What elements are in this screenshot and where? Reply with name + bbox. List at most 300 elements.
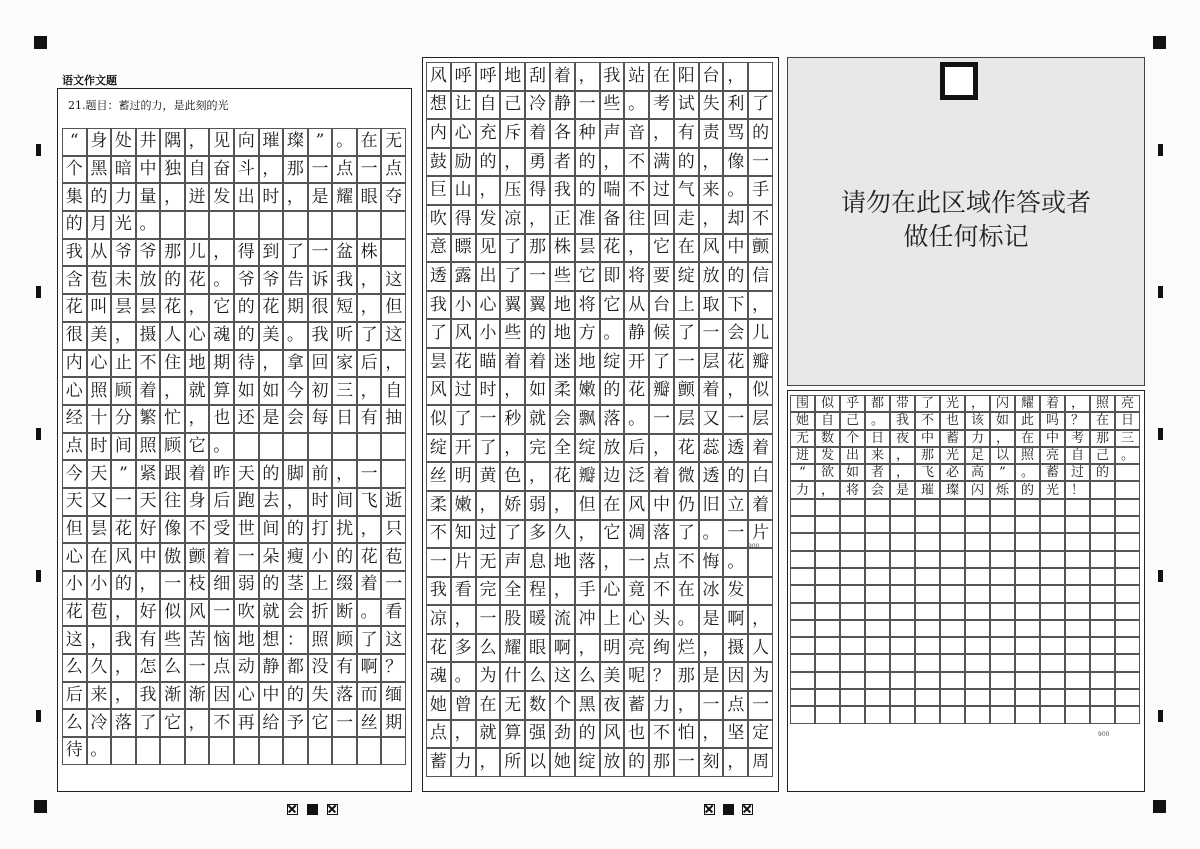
grid-cell: 眼 [357,183,382,211]
grid-cell: 儿 [185,239,210,267]
grid-cell: 似 [426,405,451,434]
grid-cell: 无 [476,548,501,577]
timing-mark [1158,428,1163,440]
grid-cell: ， [451,720,476,749]
grid-cell: 昙 [87,516,112,544]
grid-cell [990,672,1015,689]
grid-cell: 未 [111,266,136,294]
grid-cell [1090,551,1115,568]
grid-cell [915,654,940,671]
grid-cell [381,460,406,488]
grid-cell: 上 [674,291,699,320]
grid-cell: 心 [234,682,259,710]
grid-cell: ， [136,571,161,599]
grid-cell: ， [185,294,210,322]
grid-cell: 就 [525,405,550,434]
grid-cell: 世 [234,516,259,544]
grid-cell: 了 [476,434,501,463]
grid-cell: 绚 [649,634,674,663]
grid-cell [815,706,840,723]
grid-cell: ， [699,148,724,177]
grid-cell: ， [111,322,136,350]
grid-cell: 力 [111,183,136,211]
grid-cell: 它 [649,234,674,263]
grid-cell: 在 [600,491,625,520]
grid-cell: 绽 [575,434,600,463]
grid-cell: 而 [357,682,382,710]
grid-cell [748,577,773,606]
grid-cell [1090,499,1115,516]
grid-cell [1090,689,1115,706]
grid-cell: 自 [1065,447,1090,464]
grid-cell: ， [1065,395,1090,412]
grid-cell [1090,620,1115,637]
grid-cell: 照 [136,433,161,461]
grid-cell [160,211,185,239]
grid-cell: 夜 [890,430,915,447]
grid-cell: ， [209,239,234,267]
grid-cell: 些 [600,91,625,120]
grid-cell [1090,568,1115,585]
grid-cell: ， [699,720,724,749]
grid-cell: 暖 [525,605,550,634]
grid-cell: 乎 [840,395,865,412]
grid-cell [1115,706,1140,723]
grid-cell: 斥 [500,119,525,148]
grid-cell: 放 [136,266,161,294]
grid-cell: ， [160,377,185,405]
grid-cell [865,689,890,706]
grid-cell: 摄 [136,322,161,350]
grid-cell: 开 [624,348,649,377]
grid-cell: 丝 [357,709,382,737]
grid-cell: 飞 [357,488,382,516]
grid-cell: 走 [674,205,699,234]
grid-cell [865,672,890,689]
grid-cell: 。 [723,176,748,205]
grid-cell: 放 [600,434,625,463]
grid-cell: 风 [426,377,451,406]
grid-cell: 全 [550,434,575,463]
grid-cell [940,516,965,533]
grid-cell: 花 [160,294,185,322]
grid-cell [1065,672,1090,689]
essay-prompt: 21.题目：蓄过的力，是此刻的光 [68,99,229,112]
grid-cell: 足 [965,447,990,464]
grid-cell [1115,481,1140,498]
grid-cell: 有 [674,119,699,148]
grid-cell: 夜 [600,691,625,720]
grid-cell: ， [357,516,382,544]
grid-cell: 看 [381,599,406,627]
grid-cell [890,603,915,620]
grid-cell: 花 [674,434,699,463]
grid-cell: 落 [111,709,136,737]
grid-cell: 告 [283,266,308,294]
grid-cell: 来 [865,447,890,464]
grid-cell: 家 [332,350,357,378]
grid-cell: 自 [381,377,406,405]
grid-cell: 柔 [426,491,451,520]
grid-cell [815,533,840,550]
grid-cell [1040,620,1065,637]
grid-cell: 心 [185,322,210,350]
grid-cell [1065,620,1090,637]
grid-cell: 立 [723,491,748,520]
grid-cell: 弱 [234,571,259,599]
grid-cell: 备 [600,205,625,234]
grid-cell: 该 [965,412,990,429]
grid-cell: 璨 [283,128,308,156]
grid-cell [790,654,815,671]
grid-cell [790,568,815,585]
grid-cell: 透 [723,434,748,463]
grid-cell [940,585,965,602]
grid-cell [1040,499,1065,516]
grid-cell [1090,672,1115,689]
grid-cell: 个 [550,691,575,720]
grid-cell: 泛 [624,462,649,491]
grid-cell: 一 [234,543,259,571]
grid-cell: 一 [525,262,550,291]
grid-cell [915,533,940,550]
grid-cell [357,433,382,461]
grid-cell: 是 [890,481,915,498]
grid-cell: 似 [748,377,773,406]
grid-cell: 些 [500,319,525,348]
grid-cell: 不 [649,577,674,606]
grid-cell: 回 [308,350,333,378]
grid-cell: 人 [748,634,773,663]
answer-grid-right [790,395,1140,724]
grid-cell [283,737,308,765]
grid-cell [1115,637,1140,654]
grid-cell [1015,603,1040,620]
grid-cell [332,433,357,461]
grid-cell: 。 [1015,464,1040,481]
grid-cell: 的 [234,294,259,322]
grid-cell: ， [965,395,990,412]
grid-cell: 一 [426,548,451,577]
grid-cell: 渐 [160,682,185,710]
grid-cell: 茎 [283,571,308,599]
grid-cell: 苞 [87,266,112,294]
grid-cell: 魂 [209,322,234,350]
grid-cell: 者 [865,464,890,481]
grid-cell: 骂 [723,119,748,148]
grid-cell [1015,499,1040,516]
grid-cell: 独 [160,156,185,184]
grid-cell [990,654,1015,671]
grid-cell: 么 [160,654,185,682]
grid-cell: 股 [500,605,525,634]
grid-cell [965,637,990,654]
grid-cell: 发 [815,447,840,464]
grid-cell [790,533,815,550]
grid-cell: 悔 [699,548,724,577]
grid-cell: 我 [136,682,161,710]
grid-cell: 后 [357,350,382,378]
grid-cell: 鼓 [426,148,451,177]
grid-cell: 小 [451,291,476,320]
grid-cell: 来 [87,682,112,710]
grid-cell [1090,585,1115,602]
grid-cell [1065,568,1090,585]
grid-cell: 台 [649,291,674,320]
grid-cell: 它 [185,433,210,461]
grid-cell: 小 [308,543,333,571]
grid-cell [940,551,965,568]
grid-cell: 魂 [426,662,451,691]
grid-cell: 后 [62,682,87,710]
grid-cell [748,548,773,577]
grid-cell [940,689,965,706]
grid-cell: 如 [990,412,1015,429]
timing-mark [36,428,41,440]
grid-cell: ， [357,294,382,322]
grid-cell: 期 [381,709,406,737]
grid-cell: 予 [283,709,308,737]
grid-cell: 会 [550,405,575,434]
grid-cell: 绽 [575,748,600,777]
grid-cell: 一 [160,571,185,599]
grid-cell: 亮 [1115,395,1140,412]
grid-cell: 的 [1090,464,1115,481]
grid-cell [990,637,1015,654]
grid-cell: 繁 [136,405,161,433]
grid-cell [209,737,234,765]
grid-cell: 即 [600,262,625,291]
grid-cell [990,706,1015,723]
grid-cell [790,516,815,533]
grid-cell: ， [575,634,600,663]
grid-cell: 从 [87,239,112,267]
grid-cell: 静 [259,654,284,682]
grid-cell: 傲 [160,543,185,571]
grid-cell: ， [550,577,575,606]
grid-cell: 。 [699,520,724,549]
grid-cell: 期 [209,350,234,378]
grid-cell [1115,551,1140,568]
grid-cell: 不 [185,516,210,544]
grid-cell [865,516,890,533]
grid-cell: 是 [308,183,333,211]
grid-cell: 但 [381,294,406,322]
grid-cell: 了 [674,520,699,549]
grid-cell [1065,637,1090,654]
grid-cell: 点 [62,433,87,461]
grid-cell: 这 [62,626,87,654]
grid-cell: “ [62,128,87,156]
grid-cell: 片 [451,548,476,577]
grid-cell: 十 [87,405,112,433]
grid-cell: 将 [840,481,865,498]
grid-cell [1065,516,1090,533]
grid-cell: 后 [209,488,234,516]
grid-cell: 着 [209,543,234,571]
grid-cell [890,654,915,671]
grid-cell [1115,516,1140,533]
grid-cell: ， [723,377,748,406]
grid-cell: 受 [209,516,234,544]
grid-cell [234,737,259,765]
grid-cell: 考 [1065,430,1090,447]
grid-cell: 。 [283,322,308,350]
grid-cell: 娇 [500,491,525,520]
grid-cell: 花 [723,348,748,377]
grid-cell: 一 [575,91,600,120]
grid-cell: 竟 [624,577,649,606]
grid-cell: 了 [357,626,382,654]
grid-cell: 不 [915,412,940,429]
grid-cell: 黑 [575,691,600,720]
grid-cell: 落 [600,405,625,434]
grid-cell: 好 [136,599,161,627]
grid-cell: 它 [308,709,333,737]
grid-cell [840,499,865,516]
grid-cell: 一 [209,599,234,627]
grid-cell: 一 [308,239,333,267]
grid-cell: 光 [1040,481,1065,498]
grid-cell: 见 [476,234,501,263]
grid-cell [990,568,1015,585]
grid-cell [1090,603,1115,620]
grid-cell: 跟 [160,460,185,488]
grid-cell: 有 [136,626,161,654]
grid-cell: 那 [649,748,674,777]
grid-cell: 向 [234,128,259,156]
grid-cell [136,737,161,765]
grid-cell: 黑 [87,156,112,184]
grid-cell: 如 [840,464,865,481]
grid-cell: 。 [1115,447,1140,464]
grid-cell [915,499,940,516]
grid-cell [308,433,333,461]
grid-cell: ： [283,626,308,654]
grid-cell: 它 [600,520,625,549]
grid-cell: 力 [965,430,990,447]
grid-cell: 不 [624,176,649,205]
grid-cell: 的 [575,176,600,205]
grid-cell: 巨 [426,176,451,205]
grid-cell: 的 [283,682,308,710]
grid-cell: 啊 [550,634,575,663]
grid-cell: 拿 [283,350,308,378]
grid-cell: 往 [160,488,185,516]
grid-cell [840,672,865,689]
grid-cell: 么 [525,662,550,691]
grid-cell: 待 [234,350,259,378]
grid-cell: ， [381,350,406,378]
grid-cell [815,654,840,671]
grid-cell: 地 [550,291,575,320]
grid-cell: ， [525,462,550,491]
grid-cell [1115,464,1140,481]
grid-cell: 什 [500,662,525,691]
grid-cell: 明 [451,462,476,491]
grid-cell: ， [185,709,210,737]
grid-cell: 台 [699,62,724,91]
grid-cell: 初 [308,377,333,405]
grid-cell [1040,603,1065,620]
grid-cell: 了 [357,322,382,350]
answer-grid-left [62,128,406,765]
grid-cell [940,672,965,689]
registration-mark-bottom-left [34,800,47,813]
grid-cell: 照 [308,626,333,654]
grid-cell: 压 [500,176,525,205]
grid-cell: 一 [332,709,357,737]
grid-cell [790,499,815,516]
grid-cell: 数 [815,430,840,447]
grid-cell: 诉 [308,266,333,294]
grid-cell [1065,603,1090,620]
grid-cell [111,737,136,765]
grid-cell: 弱 [525,491,550,520]
grid-cell [865,603,890,620]
grid-cell: 怕 [674,720,699,749]
grid-cell: 心 [600,577,625,606]
grid-cell: 时 [87,433,112,461]
grid-cell [840,516,865,533]
grid-cell: 所 [500,748,525,777]
grid-cell: 地 [575,348,600,377]
grid-cell [1115,672,1140,689]
grid-cell [308,211,333,239]
grid-cell: 种 [575,119,600,148]
grid-cell: 昙 [136,294,161,322]
grid-cell: 的 [111,571,136,599]
grid-cell: 恼 [209,626,234,654]
grid-cell [1040,637,1065,654]
grid-cell: 无 [790,430,815,447]
grid-cell: 吹 [426,205,451,234]
grid-cell: 好 [136,516,161,544]
grid-cell: 气 [674,176,699,205]
timing-mark [36,710,41,722]
grid-cell: 风 [111,543,136,571]
grid-cell: 候 [649,319,674,348]
grid-cell: 些 [160,626,185,654]
grid-cell: 全 [500,577,525,606]
grid-cell: 的 [259,571,284,599]
grid-cell [965,672,990,689]
grid-cell: 很 [62,322,87,350]
grid-cell: 嫩 [575,377,600,406]
grid-cell [815,551,840,568]
grid-cell: 的 [723,262,748,291]
grid-cell: 的 [575,720,600,749]
grid-cell [790,689,815,706]
grid-cell: 每 [308,405,333,433]
grid-cell [1115,603,1140,620]
grid-cell: 地 [185,350,210,378]
grid-cell: 知 [451,520,476,549]
grid-cell: 周 [748,748,773,777]
section-title: 语文作文题 [62,74,117,87]
grid-cell [1015,654,1040,671]
grid-cell [790,706,815,723]
grid-cell [1040,706,1065,723]
grid-cell [915,689,940,706]
grid-cell: 花 [62,599,87,627]
grid-cell: 看 [451,577,476,606]
grid-cell: 了 [674,319,699,348]
grid-cell: 迸 [185,183,210,211]
grid-cell: ， [575,520,600,549]
grid-cell [1015,637,1040,654]
grid-cell: 利 [723,91,748,120]
